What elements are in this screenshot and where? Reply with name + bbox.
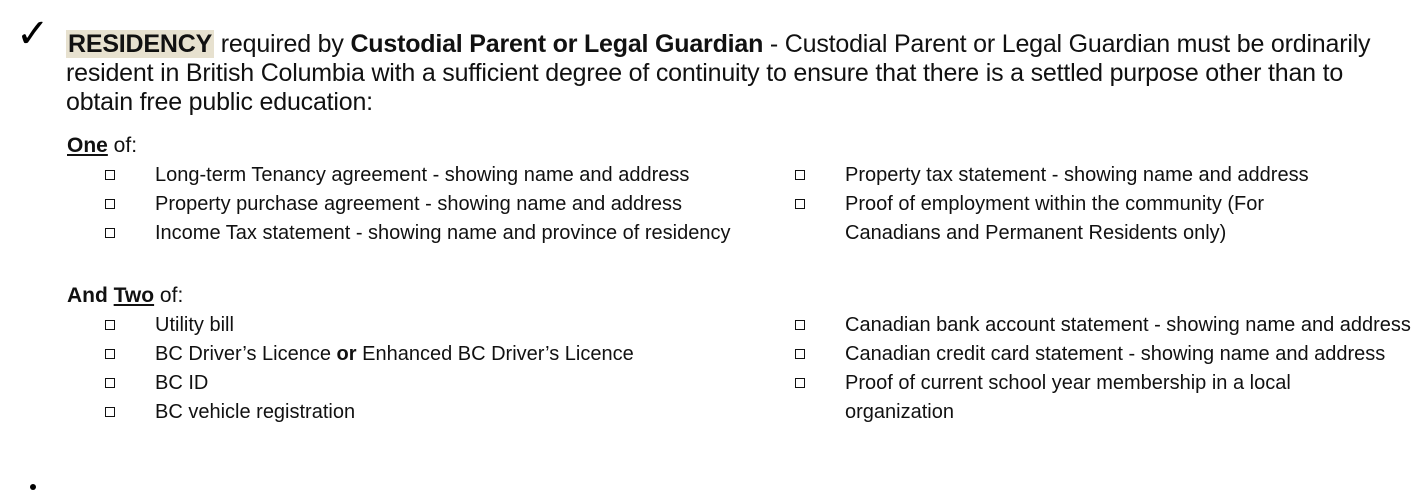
checkbox-icon[interactable]: [105, 378, 115, 388]
list-item-label: Utility bill: [155, 314, 234, 336]
and-prefix: And: [67, 284, 114, 307]
list-item: [105, 311, 765, 340]
list-item-label: BC ID: [155, 372, 209, 394]
bullet-icon: [30, 484, 36, 490]
custodial-parent-phrase: Custodial Parent or Legal Guardian: [350, 30, 764, 58]
list-item: [105, 190, 765, 219]
checkbox-icon[interactable]: [105, 199, 115, 209]
checkbox-icon[interactable]: [105, 349, 115, 359]
list-item-label: Proof of employment within the community (For Canadians and Permanent Residents only): [845, 193, 1265, 244]
list-item: [795, 311, 1425, 340]
list-item: [105, 219, 765, 248]
section-two-left-list: [105, 311, 765, 427]
two-keyword: Two: [113, 284, 155, 307]
list-item-label: Canadian credit card statement - showing name and address: [845, 343, 1386, 365]
intro-part1: required by: [214, 30, 351, 58]
checkbox-icon[interactable]: [795, 378, 805, 388]
section-one-left-list: [105, 161, 765, 248]
one-heading-rest: of:: [107, 134, 138, 157]
section-one-heading: [67, 133, 137, 159]
intro-part2: - Custodial Parent or Legal Guardian must be ordinarily resident in British Columbia with a sufficient degree of continuity to ensure that there is a settled purpose other than to obtain free public education:: [66, 30, 1371, 116]
list-item-label: [155, 340, 765, 369]
list-item-label: Income Tax statement - showing name and province of residency: [155, 222, 731, 244]
checkbox-icon[interactable]: [795, 320, 805, 330]
checkbox-icon[interactable]: [105, 228, 115, 238]
list-item: [795, 161, 1395, 190]
one-keyword: One: [67, 134, 108, 157]
list-item: [105, 161, 765, 190]
list-item-label: Property purchase agreement - showing name and address: [155, 193, 682, 215]
list-item: [795, 190, 1355, 248]
checkbox-icon[interactable]: [105, 320, 115, 330]
list-item: [795, 369, 1405, 427]
list-item-label: Property tax statement - showing name and address: [845, 164, 1309, 186]
list-item: [795, 340, 1405, 369]
checkbox-icon[interactable]: [795, 349, 805, 359]
checkbox-icon[interactable]: [105, 407, 115, 417]
checkbox-icon[interactable]: [105, 170, 115, 180]
list-item-label: Long-term Tenancy agreement - showing name and address: [155, 164, 690, 186]
list-item: [105, 369, 765, 398]
list-item-label: Canadian bank account statement - showing name and address: [845, 314, 1411, 336]
section-two-right-list: [795, 311, 1411, 427]
enhanced-licence-label: Enhanced BC Driver’s Licence: [362, 343, 634, 365]
two-heading-rest: of:: [154, 284, 184, 307]
section-one-right-list: [795, 161, 1395, 248]
residency-requirement-text: [66, 30, 1406, 117]
list-item: [105, 340, 765, 369]
drivers-licence-label: BC Driver’s Licence: [155, 343, 331, 365]
list-item: [105, 398, 765, 427]
checkbox-icon[interactable]: [795, 170, 805, 180]
or-connector: or: [331, 343, 363, 365]
check-mark-icon: ✓: [16, 11, 50, 57]
checkbox-icon[interactable]: [795, 199, 805, 209]
section-two-heading: [67, 283, 183, 309]
list-item-label: BC vehicle registration: [155, 401, 356, 423]
list-item-label: Proof of current school year membership in a local organization: [845, 372, 1291, 423]
residency-keyword: RESIDENCY: [68, 30, 213, 58]
